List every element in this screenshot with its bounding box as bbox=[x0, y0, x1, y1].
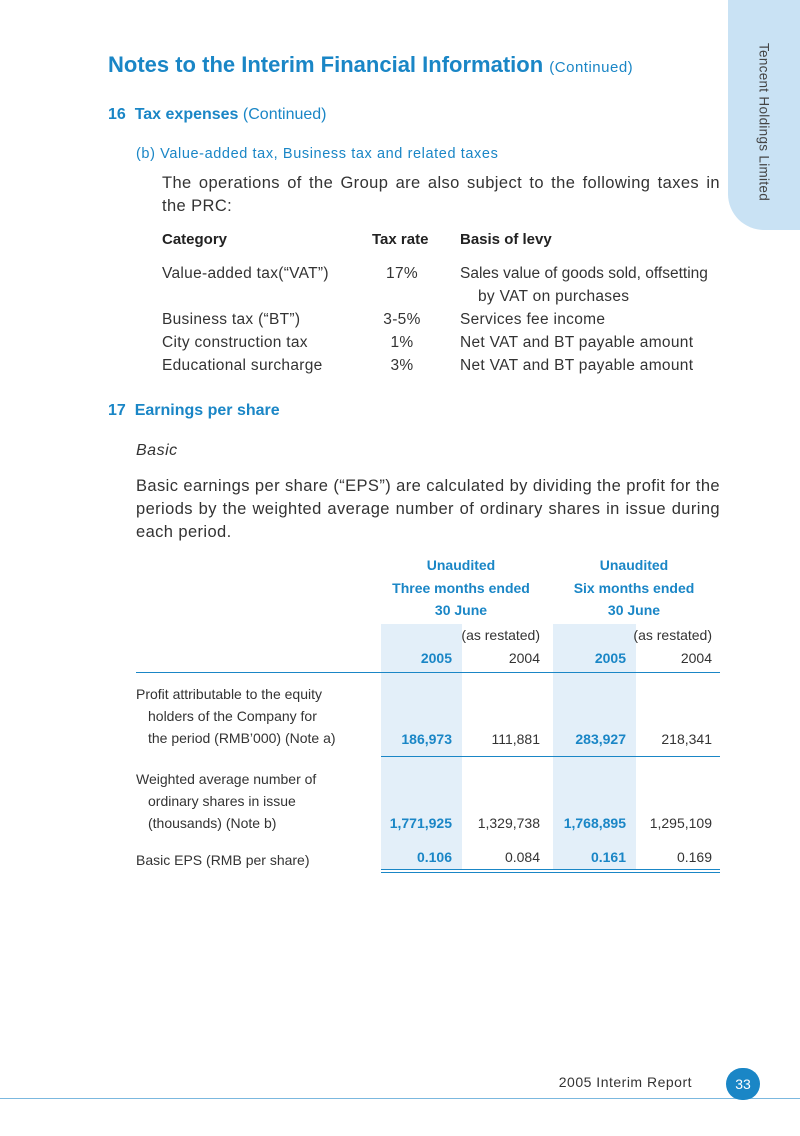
year-header: 2005 bbox=[594, 650, 626, 666]
tax-category: Business tax (“BT”) bbox=[162, 311, 301, 328]
section-16-paragraph: The operations of the Group are also subject to the following taxes in the PRC: bbox=[162, 174, 720, 215]
year-header: 2004 bbox=[508, 650, 540, 666]
restated-note: (as restated) bbox=[633, 627, 712, 643]
tax-basis: Net VAT and BT payable amount bbox=[460, 334, 694, 351]
eps-value: 0.161 bbox=[590, 849, 626, 865]
section-17-number: 17 bbox=[108, 402, 126, 419]
page-title-main: Notes to the Interim Financial Information bbox=[108, 52, 544, 77]
section-17-title: Earnings per share bbox=[134, 402, 280, 419]
group-header-line: Three months ended bbox=[392, 579, 530, 596]
tax-category: Value-added tax(“VAT”) bbox=[162, 265, 329, 282]
total-rule bbox=[381, 869, 720, 870]
tax-header-basis: Basis of levy bbox=[460, 231, 552, 248]
footer-rule bbox=[0, 1098, 800, 1099]
row-rule bbox=[381, 756, 720, 757]
page-title-continued: (Continued) bbox=[549, 59, 634, 76]
tax-header-rate: Tax rate bbox=[372, 231, 429, 248]
tax-rate: 1% bbox=[390, 334, 414, 351]
section-16-continued: (Continued) bbox=[242, 106, 327, 123]
eps-value: 1,771,925 bbox=[389, 815, 452, 831]
eps-value: 0.106 bbox=[416, 849, 452, 865]
eps-row-label: Profit attributable to the equity holders of the Company for the period (RMB’000) (Note a) bbox=[136, 686, 336, 746]
tax-rate: 3% bbox=[390, 357, 414, 374]
eps-value: 0.084 bbox=[504, 849, 540, 865]
tax-rate: 17% bbox=[386, 265, 418, 282]
tax-basis: Net VAT and BT payable amount bbox=[460, 357, 694, 374]
tax-basis: Sales value of goods sold, offsetting bbox=[460, 265, 708, 282]
group-header-six-months bbox=[554, 554, 714, 622]
page-title bbox=[108, 52, 633, 78]
year-header: 2004 bbox=[680, 650, 712, 666]
year-header: 2005 bbox=[420, 650, 452, 666]
header-rule bbox=[136, 672, 720, 673]
section-16-heading bbox=[108, 106, 327, 124]
eps-value: 1,295,109 bbox=[649, 815, 712, 831]
restated-note: (as restated) bbox=[461, 627, 540, 643]
total-rule bbox=[381, 872, 720, 873]
eps-value: 1,768,895 bbox=[563, 815, 626, 831]
tax-category: Educational surcharge bbox=[162, 357, 323, 374]
eps-value: 0.169 bbox=[676, 849, 712, 865]
company-name-tab: Tencent Holdings Limited bbox=[756, 42, 772, 202]
section-16-subheading: (b) Value-added tax, Business tax and related taxes bbox=[136, 146, 499, 162]
tax-basis: Services fee income bbox=[460, 311, 606, 328]
group-header-line: Unaudited bbox=[599, 557, 669, 573]
eps-value: 283,927 bbox=[575, 731, 626, 747]
tax-header-category: Category bbox=[162, 231, 228, 248]
eps-row-label: Weighted average number of ordinary shares in issue (thousands) (Note b) bbox=[136, 771, 317, 831]
footer-report-name: 2005 Interim Report bbox=[558, 1074, 692, 1090]
section-16-title: Tax expenses bbox=[134, 106, 239, 123]
section-17-heading bbox=[108, 402, 280, 420]
tax-rate: 3-5% bbox=[383, 311, 421, 328]
group-header-line: Unaudited bbox=[426, 557, 496, 573]
eps-value: 186,973 bbox=[401, 731, 452, 747]
tax-category: City construction tax bbox=[162, 334, 308, 351]
eps-value: 218,341 bbox=[661, 731, 712, 747]
section-17-paragraph: Basic earnings per share (“EPS”) are calculated by dividing the profit for the periods by the weighted average number of ordinary shares in issue during each period. bbox=[136, 477, 720, 541]
tax-basis-continued: by VAT on purchases bbox=[478, 288, 630, 305]
section-16-number: 16 bbox=[108, 106, 126, 123]
group-header-line: 30 June bbox=[434, 602, 488, 618]
page-number: 33 bbox=[726, 1068, 760, 1100]
eps-row-label: Basic EPS (RMB per share) bbox=[136, 852, 310, 868]
group-header-three-months bbox=[381, 554, 541, 622]
eps-value: 1,329,738 bbox=[477, 815, 540, 831]
section-17-subheading: Basic bbox=[136, 442, 178, 459]
eps-value: 111,881 bbox=[491, 731, 540, 747]
group-header-line: 30 June bbox=[607, 602, 661, 618]
group-header-line: Six months ended bbox=[573, 579, 695, 596]
